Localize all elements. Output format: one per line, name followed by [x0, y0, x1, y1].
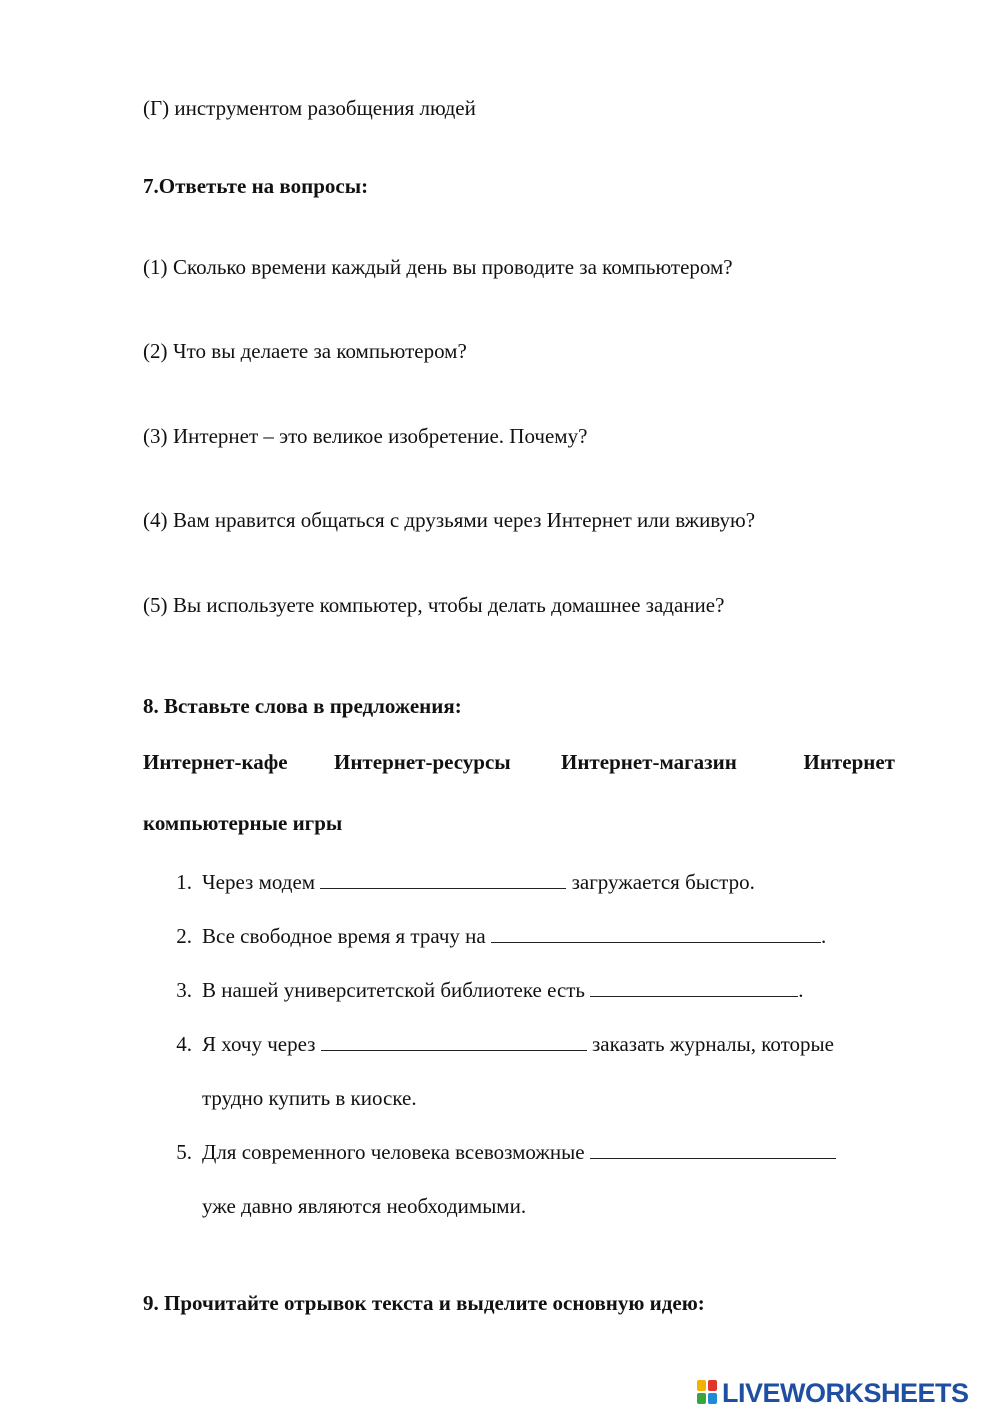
section-7-title: 7.Ответьте на вопросы: — [143, 174, 369, 198]
question-text: Вам нравится общаться с друзьями через Интернет или вживую? — [173, 508, 756, 532]
word-bank-item: Интернет-кафе — [143, 750, 288, 774]
item-number: 5. — [176, 1140, 192, 1164]
liveworksheets-logo-text: LIVEWORKSHEETS — [722, 1378, 969, 1408]
item-text-before: Все свободное время я трачу на — [202, 924, 486, 948]
word-bank-item: компьютерные игры — [143, 811, 343, 835]
item-number: 3. — [176, 978, 192, 1002]
item-text-continued: уже давно являются необходимыми. — [202, 1194, 527, 1218]
question-text: Интернет – это великое изобретение. Почему? — [173, 424, 588, 448]
word-bank — [143, 750, 895, 780]
answer-blank[interactable] — [590, 1141, 836, 1159]
item-text-before: Я хочу через — [202, 1032, 316, 1056]
word-bank-item: Интернет — [803, 750, 895, 774]
question-4 — [143, 508, 755, 533]
item-text-after: заказать журналы, которые — [591, 1032, 834, 1056]
question-text: Что вы делаете за компьютером? — [173, 339, 467, 363]
word-bank-item: Интернет-ресурсы — [334, 750, 511, 774]
fill-item-1 — [166, 870, 906, 896]
section-9-title: 9. Прочитайте отрывок текста и выделите основную идею: — [143, 1291, 705, 1315]
liveworksheets-logo — [697, 1378, 969, 1408]
question-number: (2) — [143, 339, 168, 363]
option-g: (Г) инструментом разобщения людей — [143, 96, 476, 120]
fill-item-2 — [166, 924, 906, 950]
liveworksheets-logo-icon — [697, 1380, 719, 1406]
item-number: 2. — [176, 924, 192, 948]
answer-blank[interactable] — [321, 1033, 587, 1051]
question-1 — [143, 255, 733, 280]
section-8-title: 8. Вставьте слова в предложения: — [143, 694, 462, 718]
answer-blank[interactable] — [491, 925, 821, 943]
item-number: 4. — [176, 1032, 192, 1056]
answer-blank[interactable] — [590, 979, 798, 997]
question-number: (3) — [143, 424, 168, 448]
item-text-continued: трудно купить в киоске. — [202, 1086, 417, 1110]
item-text-after: . — [820, 924, 827, 948]
question-2 — [143, 339, 467, 364]
question-number: (5) — [143, 593, 168, 617]
fill-item-3 — [166, 978, 906, 1004]
item-text-before: В нашей университетской библиотеке есть — [202, 978, 586, 1002]
question-number: (4) — [143, 508, 168, 532]
fill-item-5 — [166, 1140, 906, 1220]
item-number: 1. — [176, 870, 192, 894]
item-text-after: загружается быстро. — [571, 870, 755, 894]
item-text-after: . — [798, 978, 804, 1002]
item-text-before: Через модем — [202, 870, 316, 894]
answer-blank[interactable] — [320, 871, 566, 889]
question-text: Вы используете компьютер, чтобы делать домашнее задание? — [173, 593, 725, 617]
question-5 — [143, 593, 724, 618]
question-number: (1) — [143, 255, 168, 279]
fill-item-4 — [166, 1032, 906, 1112]
question-3 — [143, 424, 587, 449]
question-text: Сколько времени каждый день вы проводите за компьютером? — [173, 255, 733, 279]
word-bank-item: Интернет-магазин — [561, 750, 737, 774]
item-text-before: Для современного человека всевозможные — [202, 1140, 585, 1164]
